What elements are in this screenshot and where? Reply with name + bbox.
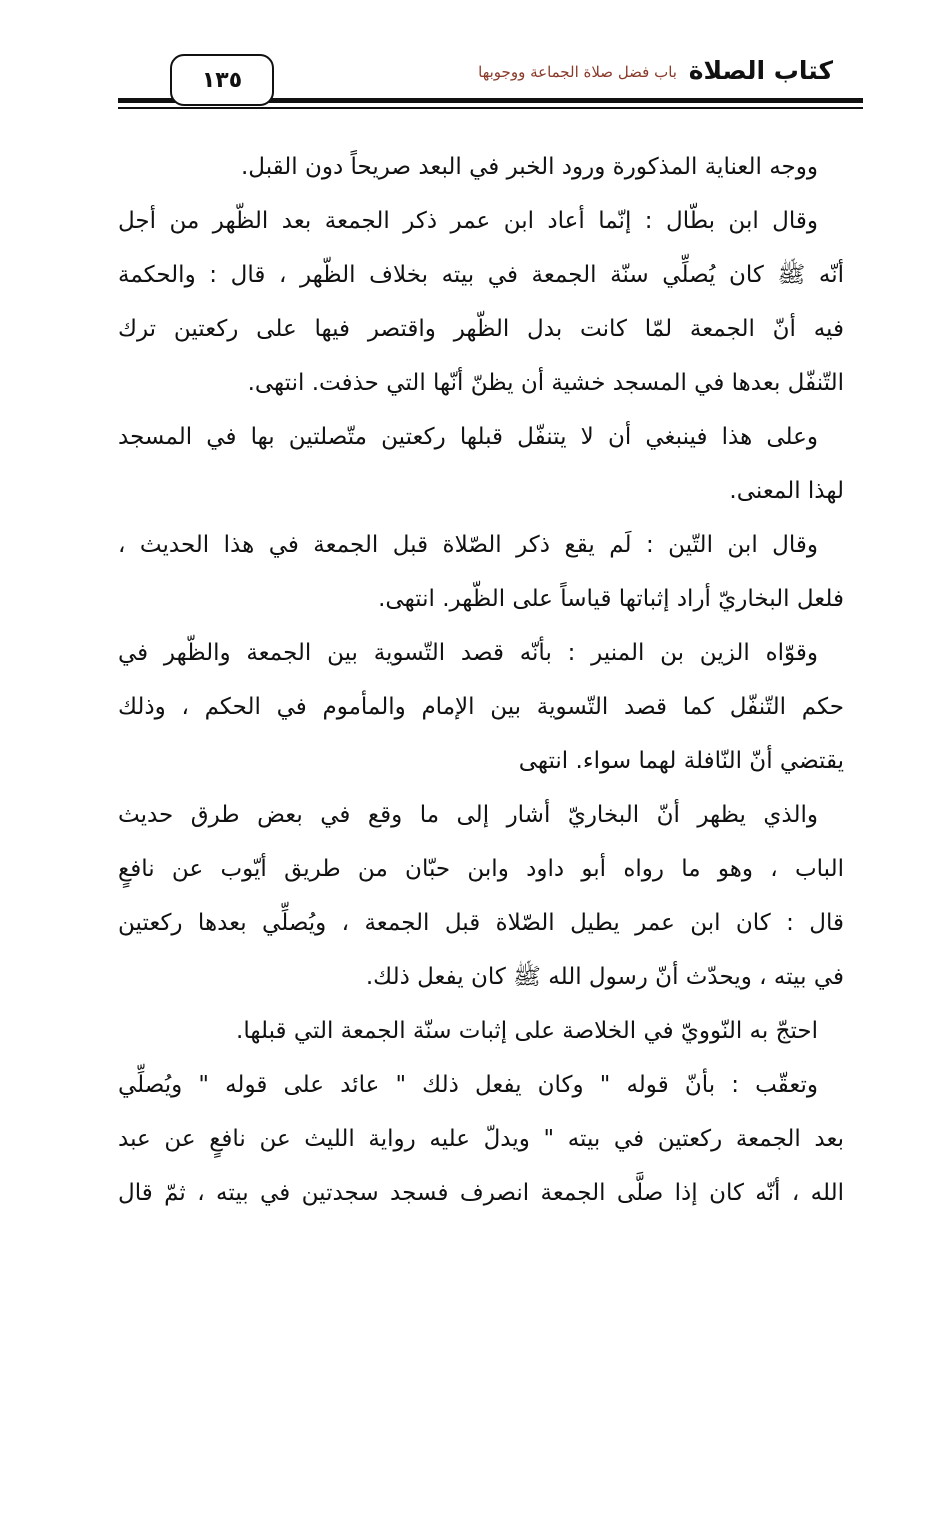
text-line: قال : كان ابن عمر يطيل الصّلاة قبل الجمعة ، ويُصلِّي بعدها ركعتين: [118, 910, 844, 936]
text-line: احتجّ به النّوويّ في الخلاصة على إثبات سنّة الجمعة التي قبلها.: [236, 1018, 818, 1044]
book-title: كتاب الصلاة: [688, 56, 833, 85]
page-body-text: [118, 140, 844, 1220]
text-line: التّنفّل بعدها في المسجد خشية أن يظنّ أنّها التي حذفت. انتهى.: [247, 370, 844, 396]
text-line: الباب ، وهو ما رواه أبو داود وابن حبّان من طريق أيّوب عن نافعٍ: [118, 856, 844, 882]
text-line: بعد الجمعة ركعتين في بيته " ويدلّ عليه رواية الليث عن نافعٍ عن عبد: [118, 1126, 844, 1152]
chapter-title: باب فضل صلاة الجماعة ووجوبها: [478, 63, 677, 81]
text-line: حكم التّنفّل كما قصد التّسوية بين الإمام والمأموم في الحكم ، وذلك: [118, 694, 844, 720]
text-line: وعلى هذا فينبغي أن لا يتنفّل قبلها ركعتين متّصلتين بها في المسجد: [118, 424, 818, 450]
text-line: والذي يظهر أنّ البخاريّ أشار إلى ما وقع في بعض طرق حديث: [118, 802, 818, 828]
text-line: وقال ابن بطّال : إنّما أعاد ابن عمر ذكر الجمعة بعد الظّهر من أجل: [118, 208, 818, 234]
text-line: وتعقّب : بأنّ قوله " وكان يفعل ذلك " عائد على قوله " ويُصلِّي: [118, 1072, 818, 1098]
text-line: أنّه ﷺ كان يُصلِّي سنّة الجمعة في بيته بخلاف الظّهر ، قال : والحكمة: [118, 262, 844, 288]
page-header: [118, 52, 863, 112]
text-line: لهذا المعنى.: [729, 478, 844, 504]
text-line: وقوّاه الزين بن المنير : بأنّه قصد التّسوية بين الجمعة والظّهر في: [118, 640, 818, 666]
text-line: فيه أنّ الجمعة لمّا كانت بدل الظّهر واقتصر فيها على ركعتين ترك: [118, 316, 844, 342]
text-line: فلعل البخاريّ أراد إثباتها قياساً على الظّهر. انتهى.: [378, 586, 844, 612]
text-line: يقتضي أنّ النّافلة لهما سواء. انتهى: [518, 748, 844, 774]
page-number-box: [170, 54, 274, 106]
text-line: في بيته ، ويحدّث أنّ رسول الله ﷺ كان يفعل ذلك.: [365, 964, 844, 990]
page-number: ١٣٥: [201, 67, 243, 93]
text-line: وقال ابن التّين : لَم يقع ذكر الصّلاة قبل الجمعة في هذا الحديث ،: [118, 532, 818, 558]
text-line: ووجه العناية المذكورة ورود الخبر في البعد صريحاً دون القبل.: [240, 154, 818, 180]
text-line: الله ، أنّه كان إذا صلَّى الجمعة انصرف فسجد سجدتين في بيته ، ثمّ قال: [118, 1180, 844, 1206]
header-rule-thin: [118, 107, 863, 109]
